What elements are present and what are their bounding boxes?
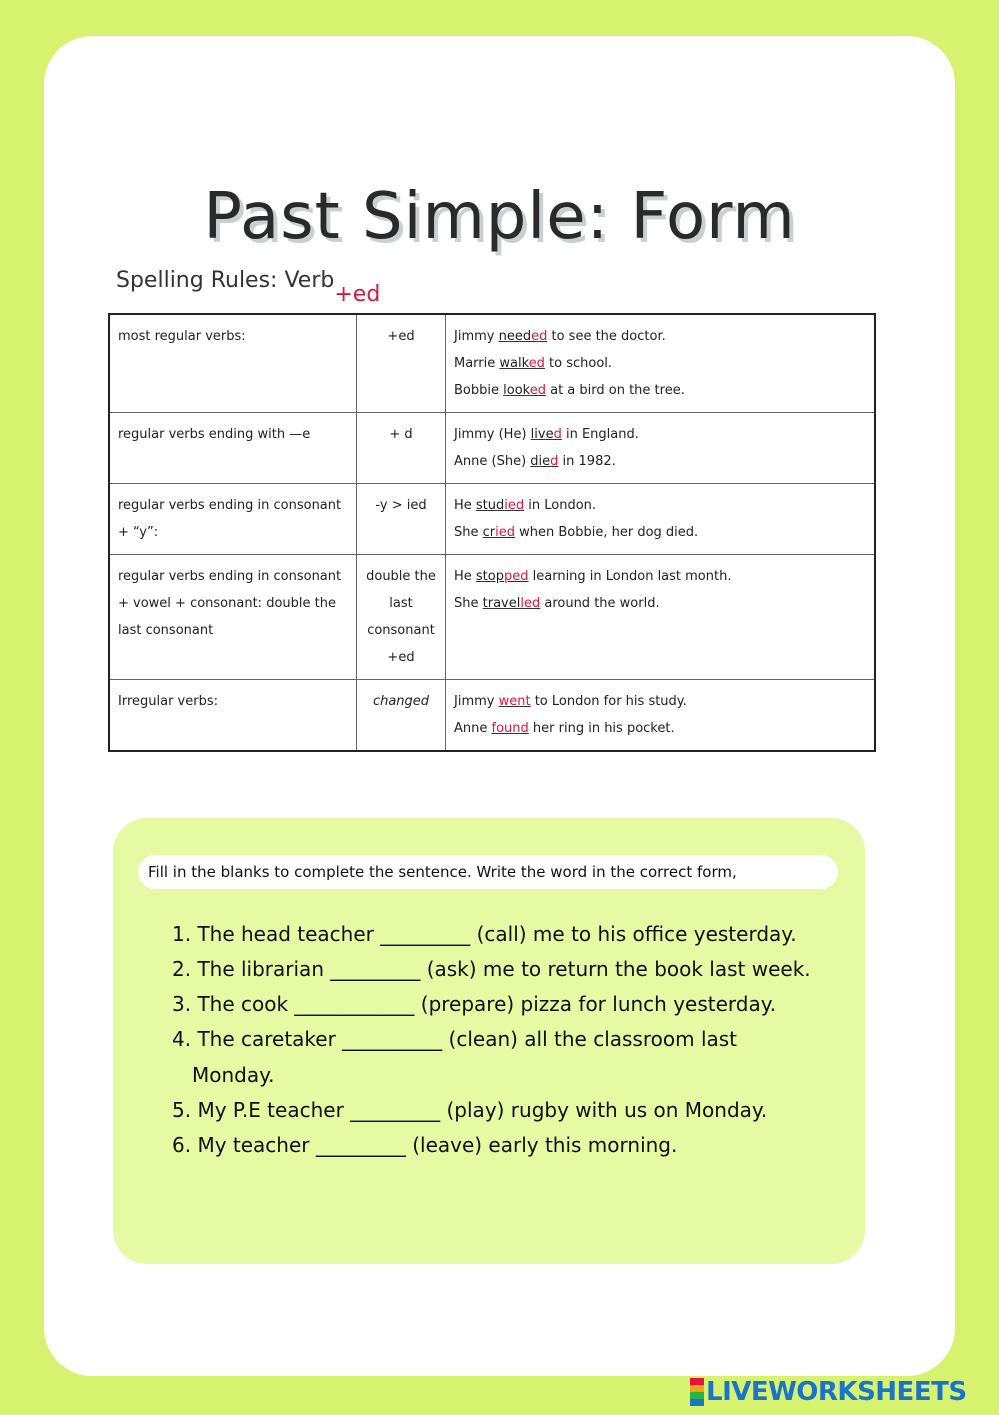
- verb-stem: look: [503, 383, 530, 398]
- verb-stem: stop: [475, 569, 504, 584]
- spelling-rules-table: [108, 313, 876, 752]
- example-sentence: [454, 715, 866, 742]
- question-6[interactable]: 6. My teacher _________ (leave) early this morning.: [172, 1133, 678, 1157]
- verb-stem: need: [498, 329, 532, 344]
- rule-row: [109, 413, 875, 484]
- logo-icon: [690, 1378, 704, 1406]
- subtitle-suffix: +ed: [334, 282, 381, 307]
- rule-description: Irregular verbs:: [109, 680, 357, 752]
- example-after: in London.: [524, 498, 597, 513]
- question-4[interactable]: 4. The caretaker __________ (clean) all the classroom last: [172, 1027, 738, 1051]
- example-sentence: [454, 688, 866, 715]
- example-verb: [531, 427, 562, 442]
- verb-stem: cr: [482, 525, 496, 540]
- example-before: Jimmy: [454, 694, 499, 709]
- question-5[interactable]: 5. My P.E teacher _________ (play) rugby with us on Monday.: [172, 1098, 768, 1122]
- example-after: her ring in his pocket.: [528, 721, 675, 736]
- example-before: She: [454, 525, 483, 540]
- example-verb: [499, 356, 545, 371]
- example-sentence: [454, 590, 866, 617]
- rule-change-text: -y > ied: [375, 498, 427, 513]
- example-after: at a bird on the tree.: [545, 383, 685, 398]
- verb-ending: ed: [531, 329, 548, 344]
- question-3[interactable]: 3. The cook ____________ (prepare) pizza for lunch yesterday.: [172, 992, 777, 1016]
- example-before: Anne: [454, 721, 492, 736]
- example-verb: [476, 498, 524, 513]
- rule-row: [109, 680, 875, 752]
- rule-change: [357, 680, 446, 752]
- example-after: when Bobbie, her dog died.: [515, 525, 699, 540]
- verb-ending: found: [491, 721, 529, 736]
- verb-ending: d: [553, 427, 562, 442]
- example-verb: [483, 525, 515, 540]
- verb-stem: live: [530, 427, 554, 442]
- liveworksheets-logo: [690, 1377, 967, 1407]
- example-sentence: [454, 421, 866, 448]
- example-after: to school.: [544, 356, 613, 371]
- subtitle-text: Spelling Rules: Verb: [116, 268, 335, 293]
- example-before: She: [454, 596, 483, 611]
- rule-examples: [446, 484, 876, 555]
- instruction-text: Fill in the blanks to complete the sentence. Write the word in the correct form,: [138, 855, 838, 889]
- example-before: Marrie: [454, 356, 500, 371]
- example-after: in 1982.: [558, 454, 616, 469]
- rule-row: [109, 555, 875, 680]
- example-sentence: [454, 350, 866, 377]
- rule-description: regular verbs ending in consonant + “y”:: [109, 484, 357, 555]
- verb-ending: ied: [495, 525, 515, 540]
- rule-examples: [446, 413, 876, 484]
- rule-description: regular verbs ending in consonant + vowel + consonant: double the last consonant: [109, 555, 357, 680]
- verb-stem: die: [530, 454, 551, 469]
- example-sentence: [454, 563, 866, 590]
- verb-ending: ed: [529, 383, 546, 398]
- rule-description: regular verbs ending with —e: [109, 413, 357, 484]
- verb-ending: ied: [504, 498, 525, 513]
- rule-row: [109, 484, 875, 555]
- example-verb: [499, 329, 548, 344]
- example-after: to London for his study.: [530, 694, 687, 709]
- example-before: Jimmy (He): [454, 427, 531, 442]
- verb-ending: ped: [503, 569, 529, 584]
- rule-description: most regular verbs:: [109, 314, 357, 413]
- verb-ending: went: [498, 694, 531, 709]
- rule-examples: [446, 555, 876, 680]
- rule-change: [357, 484, 446, 555]
- rule-change-text: changed: [372, 694, 430, 709]
- example-verb: [530, 454, 558, 469]
- question-2[interactable]: 2. The librarian _________ (ask) me to return the book last week.: [172, 957, 811, 981]
- rule-change: [357, 555, 446, 680]
- verb-ending: led: [520, 596, 541, 611]
- rule-examples: [446, 314, 876, 413]
- example-before: He: [454, 569, 476, 584]
- example-sentence: [454, 519, 866, 546]
- example-sentence: [454, 377, 866, 404]
- example-verb: [492, 721, 529, 736]
- example-before: Bobbie: [454, 383, 504, 398]
- example-before: Anne (She): [454, 454, 531, 469]
- example-sentence: [454, 448, 866, 475]
- example-after: in England.: [561, 427, 639, 442]
- example-sentence: [454, 492, 866, 519]
- example-verb: [499, 694, 531, 709]
- rule-change: [357, 413, 446, 484]
- example-verb: [483, 596, 541, 611]
- rule-change-text: +ed: [387, 329, 415, 344]
- rule-examples: [446, 680, 876, 752]
- example-verb: [476, 569, 529, 584]
- rule-change-text: double the last consonant +ed: [366, 569, 436, 665]
- example-verb: [503, 383, 546, 398]
- example-after: to see the doctor.: [547, 329, 666, 344]
- verb-stem: travel: [482, 596, 521, 611]
- logo-text: LIVEWORKSHEETS: [706, 1377, 967, 1407]
- example-before: Jimmy: [454, 329, 499, 344]
- question-1[interactable]: 1. The head teacher _________ (call) me to his office yesterday.: [172, 922, 797, 946]
- example-before: He: [454, 498, 476, 513]
- question-4-continued: Monday.: [192, 1063, 275, 1087]
- page-title: Past Simple: Form: [203, 180, 796, 254]
- example-sentence: [454, 323, 866, 350]
- section-subtitle: [116, 268, 381, 307]
- verb-ending: d: [550, 454, 559, 469]
- verb-stem: stud: [475, 498, 505, 513]
- verb-stem: walk: [499, 356, 529, 371]
- example-after: around the world.: [540, 596, 660, 611]
- rule-change-text: + d: [389, 427, 413, 442]
- example-after: learning in London last month.: [528, 569, 732, 584]
- rule-row: [109, 314, 875, 413]
- rule-change: [357, 314, 446, 413]
- verb-ending: ed: [528, 356, 545, 371]
